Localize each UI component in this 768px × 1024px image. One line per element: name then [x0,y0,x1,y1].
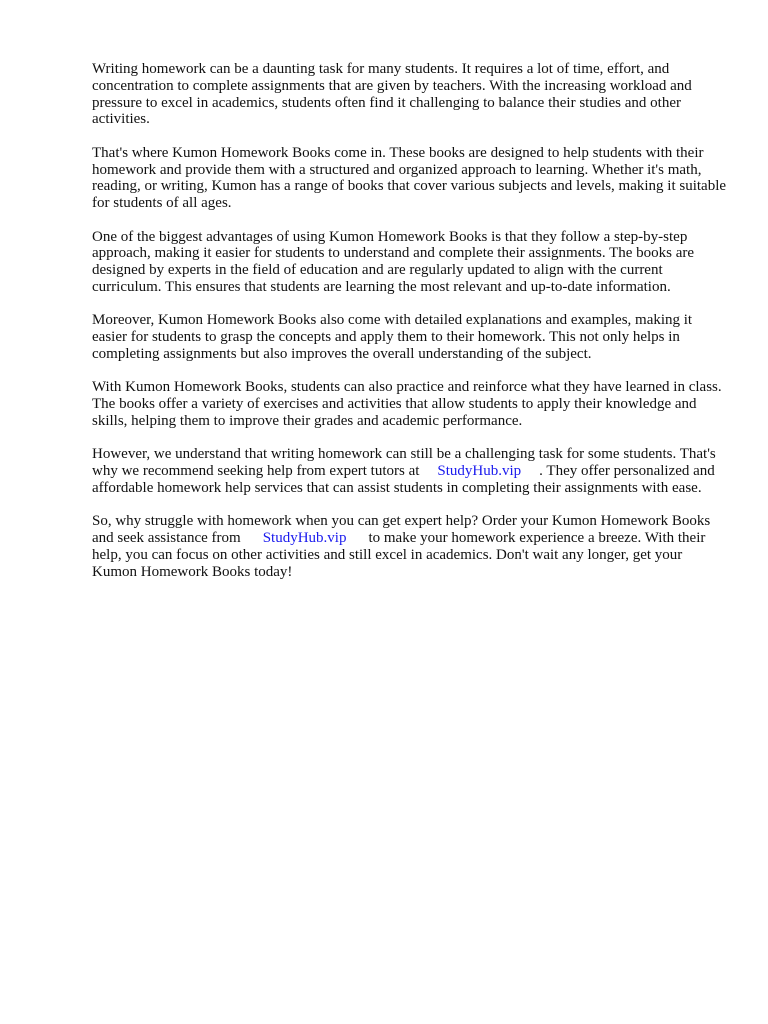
document-page [92,61,728,597]
paragraph-tutors-before: However, we understand that writing homework can still be a challenging task for some students. That's why we recommend seeking help from expert tutors at [92,446,716,480]
studyhub-link-2[interactable]: StudyHub.vip [262,530,347,547]
paragraph-tutors-after: . They offer personalized and affordable homework help services that can assist students in completing their assignments with ease. [92,463,715,496]
paragraph-tutors [92,446,728,496]
paragraph-practice: With Kumon Homework Books, students can also practice and reinforce what they have learned in class. The books offer a variety of exercises and activities that allow students to apply their knowledge and skills, helping them to improve their grades and academic performance. [92,379,722,429]
paragraph-kumon-books: That's where Kumon Homework Books come in. These books are designed to help students with their homework and provide them with a structured and organized approach to learning. Whether it's math, reading, or writing, Kumon has a range of books that cover various subjects and levels, making it suitable for students of all ages. [92,144,727,212]
studyhub-link[interactable]: StudyHub.vip [437,463,522,480]
paragraph-conclusion [92,513,728,580]
paragraph-explanations: Moreover, Kumon Homework Books also come with detailed explanations and examples, making it easier for students to grasp the concepts and apply them to their homework. This not only helps in completing assignments but also improves the overall understanding of the subject. [92,312,693,362]
paragraph-conclusion-after: to make your homework experience a breeze. With their help, you can focus on other activities and still excel in academics. Don't wait any longer, get your Kumon Homework Books today! [92,530,706,580]
paragraph-intro: Writing homework can be a daunting task for many students. It requires a lot of time, effort, and concentration to complete assignments that are given by teachers. With the increasing workload and pressure to excel in academics, students often find it challenging to balance their studies and other activities. [92,61,692,128]
paragraph-conclusion-before: So, why struggle with homework when you can get expert help? Order your Kumon Homework Books and seek assistance from [92,513,711,547]
paragraph-advantages: One of the biggest advantages of using Kumon Homework Books is that they follow a step-by-step approach, making it easier for students to understand and complete their assignments. The books are designed by experts in the field of education and are regularly updated to align with the current curriculum. This ensures that students are learning the most relevant and up-to-date information. [92,228,695,295]
